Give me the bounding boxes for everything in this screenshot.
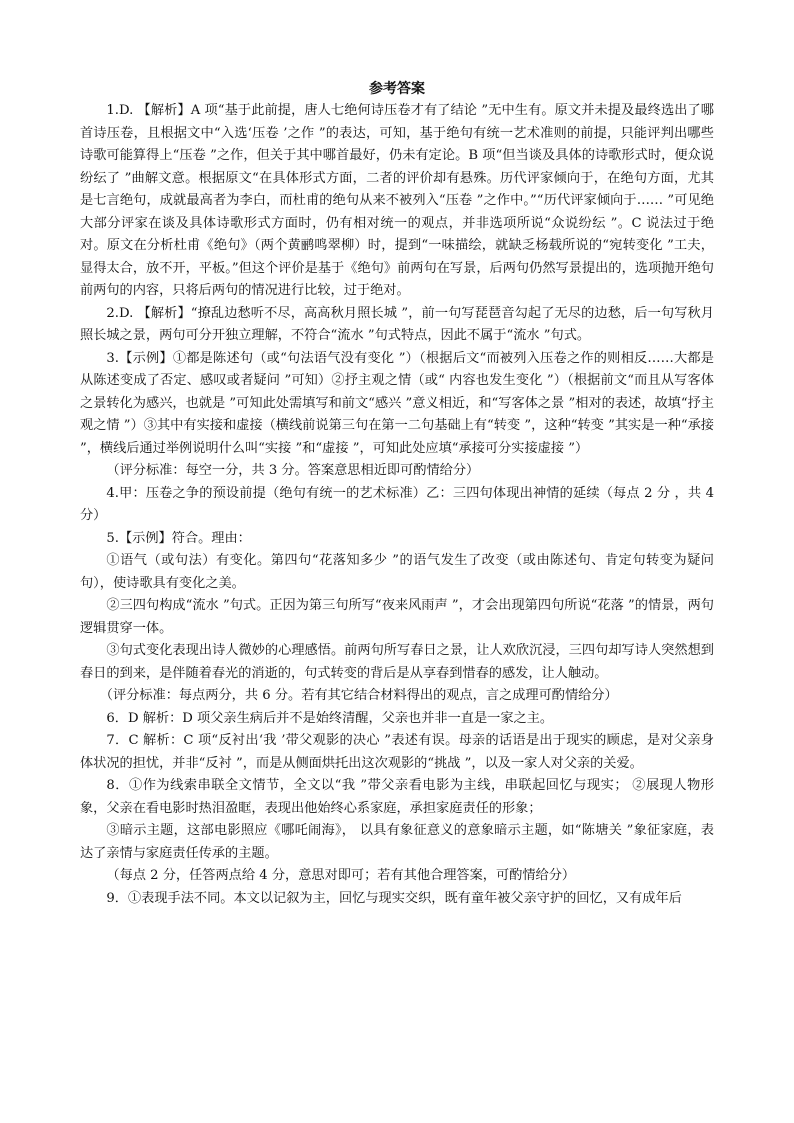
answer-5-point-1: ①语气（或句法）有变化。第四句“花落知多少 ”的语气发生了改变（或由陈述句、肯定句转变为疑问句），使诗歌具有变化之美。 xyxy=(80,553,714,591)
answer-5-point-3: ③句式变化表现出诗人微妙的心理感悟。前两句所写春日之景，让人欢欣沉浸，三四句却写诗人突然想到春日的到来，是伴随着春光的消逝的，句式转变的背后是从享春到惜春的感发，让人触动。 xyxy=(80,643,714,681)
answer-body xyxy=(80,100,714,910)
answer-6: 6．D 解析：D 项父亲生病后并不是始终清醒，父亲也并非一直是一家之主。 xyxy=(106,710,554,726)
answer-8: 8．①作为线索串联全文情节，全文以“我 ”带父亲看电影为主线，串联起回忆与现实； ②展现人物形象，父亲在看电影时热泪盈眶，表现出他始终心系家庭，承担家庭责任的形象； xyxy=(80,778,714,816)
answer-9: 9．①表现手法不同。本文以记叙为主，回忆与现实交织，既有童年被父亲守护的回忆，又有成年后 xyxy=(106,890,682,906)
answer-3: 3.【示例】①都是陈述句（或“句法语气没有变化 ”）（根据后文“而被列入压卷之作的则相反……大都是从陈述变成了否定、感叹或者疑问 ”可知）②抒主观之情（或“ 内容也发生变化 ”）（根据前文“而且从写客体之景转化为感兴，也就是 ”可知此处需填写和前文“感兴 ”意义相近，和“写客体之景 ”相对的表述，故填“抒主观之情 ”）③其中有实接和虚接（横线前说第三句在第一二句基础上有“转变 ”，这种“转变 ”其实是一种“承接 ”，横线后通过举例说明什么叫“实接 ”和“虚接 ”，可知此处应填“承接可分实接虚接 ”） xyxy=(80,350,714,456)
answer-2: 2.D. 【解析】“撩乱边愁听不尽，高高秋月照长城 ”，前一句写琵琶音勾起了无尽的边愁，后一句写秋月照长城之景，两句可分开独立理解，不符合“流水 ”句式特点，因此不属于“流水 ”句式。 xyxy=(80,305,714,343)
scoring-note-5: （评分标准：每点两分，共 6 分。若有其它结合材料得出的观点，言之成理可酌情给分） xyxy=(99,688,618,703)
answer-1: 1.D. 【解析】A 项“基于此前提，唐人七绝何诗压卷才有了结论 ”无中生有。原文并未提及最终选出了哪首诗压卷，且根据文中“入选‘压卷 ’之作 ”的表达，可知，基于绝句有统一艺术准则的前提，只能评判出哪些诗歌可能算得上“压卷 ”之作，但关于其中哪首最好，仍未有定论。B 项“但当谈及具体的诗歌形式时，便众说纷纭了 ”曲解文意。根据原文“在具体形式方面，二者的评价却有悬殊。历代评家倾向于，在绝句方面，尤其是七言绝句，成就最高者为李白，而杜甫的绝句从来不被列入“压卷 ”之作中。”“历代评家倾向于…… ”可见绝大部分评家在谈及具体诗歌形式方面时，仍有相对统一的观点，并非选项所说“众说纷纭 ”。C 说法过于绝对。原文在分析杜甫《绝句》（两个黄鹂鸣翠柳）时，提到“一味描绘，就缺乏杨载所说的“宛转变化 ”工夫，显得太合，放不开，平板。”但这个评价是基于《绝句》前两句在写景，后两句仍然写景提出的，选项抛开绝句前两句的内容，只将后两句的情况进行比较，过于绝对。 xyxy=(80,103,714,298)
scoring-note-3: （评分标准：每空一分，共 3 分。答案意思相近即可酌情给分） xyxy=(106,463,480,478)
answer-4: 4.甲：压卷之争的预设前提（绝句有统一的艺术标准）乙：三四句体现出神情的延续（每点 2 分 ，共 4 分） xyxy=(80,485,714,523)
answer-7: 7．C 解析：C 项“反衬出‘我 ’带父观影的决心 ”表述有误。母亲的话语是出于现实的顾虑，是对父亲身体状况的担忧，并非“反衬 ”，而是从侧面烘托出这次观影的“挑战 ”，以及一家人对父亲的关爱。 xyxy=(80,733,714,771)
scoring-note-8: （每点 2 分，任答两点给 4 分，意思对即可；若有其他合理答案，可酌情给分） xyxy=(106,868,576,883)
page-title: 参考答案 xyxy=(369,81,425,97)
answer-5: 5.【示例】符合。理由： xyxy=(106,530,251,546)
answer-8-point-3: ③暗示主题，这部电影照应《哪吒闹海》， 以具有象征意义的意象暗示主题，如“陈塘关 ”象征家庭，表达了亲情与家庭责任传承的主题。 xyxy=(80,823,714,861)
answer-5-point-2: ②三四句构成“流水 ”句式。正因为第三句所写“夜来风雨声 ”，才会出现第四句所说“花落 ”的情景，两句逻辑贯穿一体。 xyxy=(80,598,714,636)
